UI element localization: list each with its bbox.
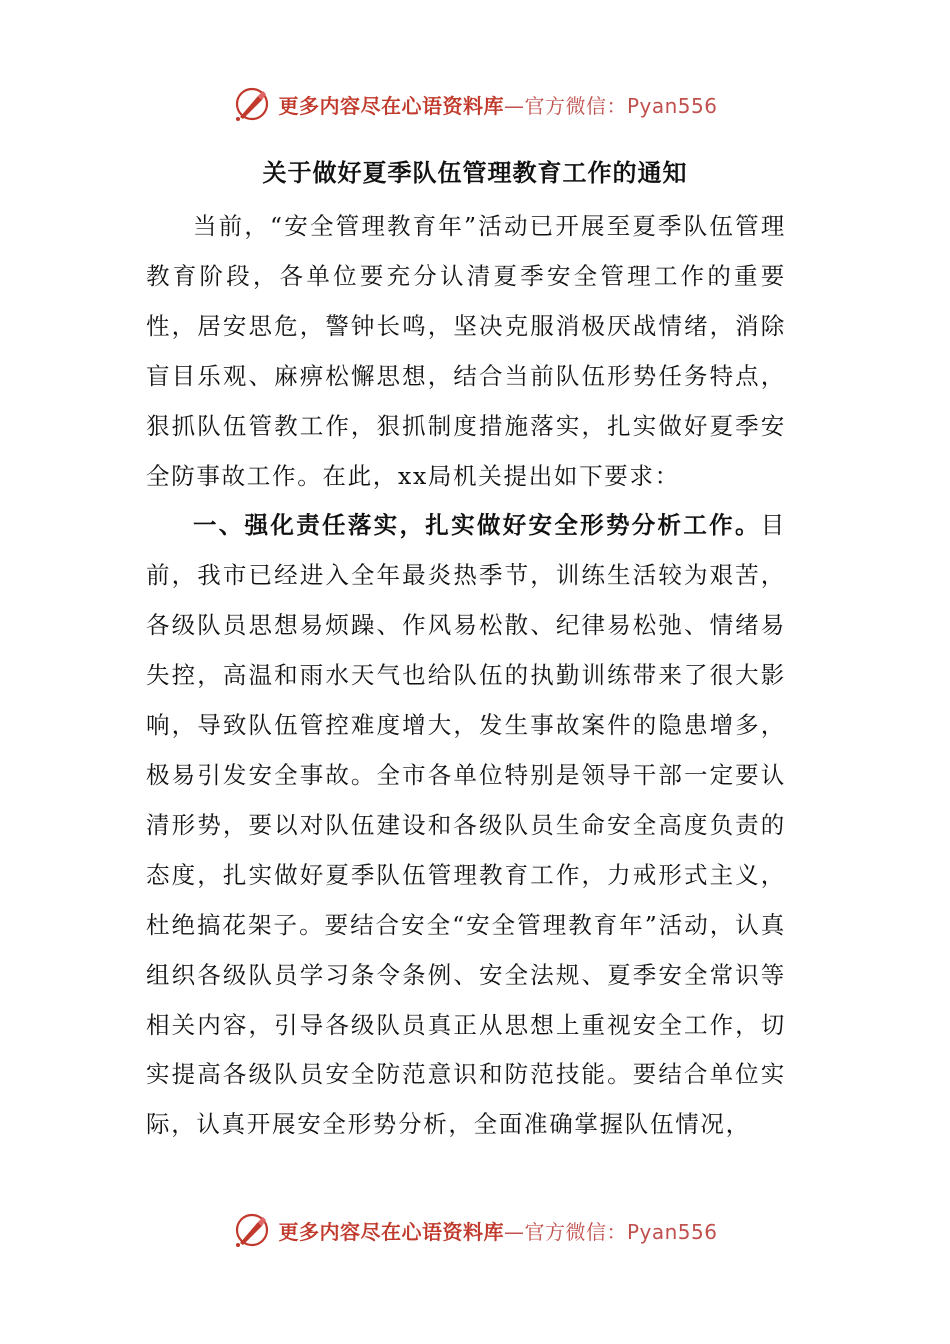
section-1-text: 目前，我市已经进入全年最炎热季节，训练生活较为艰苦，各级队员思想易烦躁、作风易松散、纪律易松弛、情绪易失控，高温和雨水天气也给队伍的执勤训练带来了很大影响，导致队伍管控难度增大，发生事故案件的隐患增多，极易引发安全事故。全市各单位特别是领导干部一定要认清形势，要以对队伍建设和各级队员生命安全高度负责的态度，扎实做好夏季队伍管理教育工作，力戒形式主义，杜绝搞花架子。要结合安全“安全管理教育年”活动，认真组织各级队员学习条令条例、安全法规、夏季安全常识等相关内容，引导各级队员真正从思想上重视安全工作，切实提高各级队员安全防范意识和防范技能。要结合单位实际，认真开展安全形势分析，全面准确掌握队伍情况，	[146, 511, 786, 1139]
watermark-text	[278, 90, 717, 119]
watermark-contact: 官方微信：Pyan556	[524, 1219, 718, 1244]
pen-nib-icon	[232, 84, 272, 124]
pen-nib-icon	[232, 1210, 272, 1250]
watermark-brand: 更多内容尽在心语资料库	[278, 93, 504, 118]
watermark-dash: —	[503, 93, 525, 118]
watermark-header	[0, 84, 950, 124]
document-title: 关于做好夏季队伍管理教育工作的通知	[262, 158, 688, 187]
document-body	[146, 202, 786, 1150]
watermark-text	[278, 1216, 717, 1245]
paragraph-intro	[146, 202, 786, 501]
watermark-dash: —	[503, 1219, 525, 1244]
watermark-contact: 官方微信：Pyan556	[524, 93, 718, 118]
paragraph-section-1	[146, 501, 786, 1150]
watermark-footer	[0, 1210, 950, 1250]
watermark-brand: 更多内容尽在心语资料库	[278, 1219, 504, 1244]
section-1-heading: 一、强化责任落实，扎实做好安全形势分析工作。	[193, 511, 761, 540]
paragraph-intro-text: 当前，“安全管理教育年”活动已开展至夏季队伍管理教育阶段，各单位要充分认清夏季安全管理工作的重要性，居安思危，警钟长鸣，坚决克服消极厌战情绪，消除盲目乐观、麻痹松懈思想，结合当前队伍形势任务特点，狠抓队伍管教工作，狠抓制度措施落实，扎实做好夏季安全防事故工作。在此，xx局机关提出如下要求：	[146, 212, 786, 490]
